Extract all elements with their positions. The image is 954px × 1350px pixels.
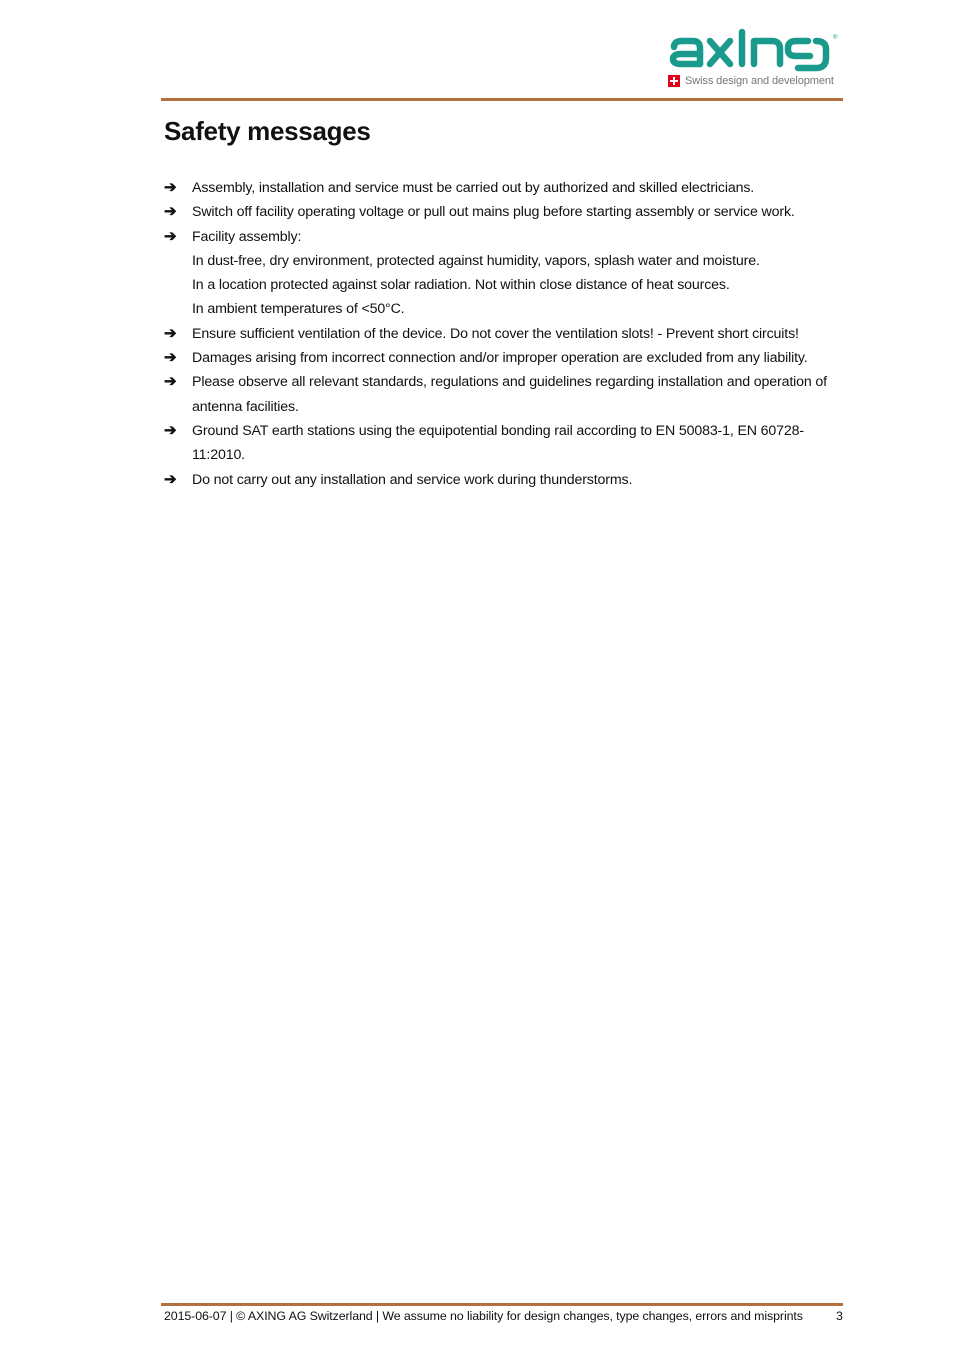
safety-item (164, 200, 844, 224)
safety-item (164, 322, 844, 346)
arrow-right-icon: ➔ (164, 470, 177, 488)
item-text: Ground SAT earth stations using the equipotential bonding rail according to EN 50083-1, EN 60728- (192, 422, 804, 439)
arrow-right-icon: ➔ (164, 373, 177, 391)
logo-tagline (668, 72, 843, 90)
item-body (192, 370, 844, 419)
item-text: Ensure sufficient ventilation of the device. Do not cover the ventilation slots! - Prevent short circuits! (192, 325, 799, 342)
page-title: Safety messages (164, 116, 371, 146)
item-text-continued: antenna facilities. (192, 398, 299, 415)
item-text: Do not carry out any installation and service work during thunderstorms. (192, 471, 633, 488)
safety-item (164, 176, 844, 200)
item-text: Please observe all relevant standards, regulations and guidelines regarding installation and operation of (192, 374, 827, 391)
tagline-text: Swiss design and development (685, 75, 834, 87)
item-text: Facility assembly: (192, 228, 302, 245)
footer-rule (161, 1303, 843, 1306)
swiss-flag-icon (668, 75, 680, 87)
arrow-right-icon: ➔ (164, 349, 177, 367)
axing-logo (668, 28, 843, 90)
safety-item (164, 419, 844, 468)
arrow-right-icon: ➔ (164, 203, 177, 221)
item-text: Assembly, installation and service must be carried out by authorized and skilled electricians. (192, 180, 755, 196)
safety-item (164, 346, 844, 370)
item-body (192, 322, 844, 346)
safety-item (164, 468, 844, 492)
safety-item (164, 370, 844, 419)
item-subline: In ambient temperatures of <50°C. (192, 301, 405, 318)
item-text: Switch off facility operating voltage or pull out mains plug before starting assembly or service work. (192, 204, 795, 221)
page-number: 3 (836, 1309, 843, 1323)
arrow-right-icon: ➔ (164, 179, 177, 196)
item-subline: In a location protected against solar radiation. Not within close distance of heat sources. (192, 277, 730, 294)
item-text-continued: 11:2010. (192, 447, 245, 464)
item-body (192, 200, 844, 224)
item-body (192, 468, 844, 492)
header-rule (161, 98, 843, 101)
item-body (192, 176, 844, 200)
svg-text:®: ® (833, 35, 838, 41)
footer-text: 2015-06-07 | © AXING AG Switzerland | We assume no liability for design changes, type changes, errors and misprints (164, 1309, 803, 1323)
axing-wordmark (668, 28, 843, 72)
safety-item (164, 225, 844, 322)
item-body (192, 419, 844, 468)
arrow-right-icon: ➔ (164, 324, 177, 342)
arrow-right-icon: ➔ (164, 421, 177, 439)
item-text: Damages arising from incorrect connection and/or improper operation are excluded from any liability. (192, 350, 808, 367)
arrow-right-icon: ➔ (164, 227, 177, 245)
safety-list (164, 176, 844, 492)
item-subline: In dust-free, dry environment, protected against humidity, vapors, splash water and moisture. (192, 252, 760, 269)
item-body (192, 346, 844, 370)
item-body (192, 225, 844, 322)
